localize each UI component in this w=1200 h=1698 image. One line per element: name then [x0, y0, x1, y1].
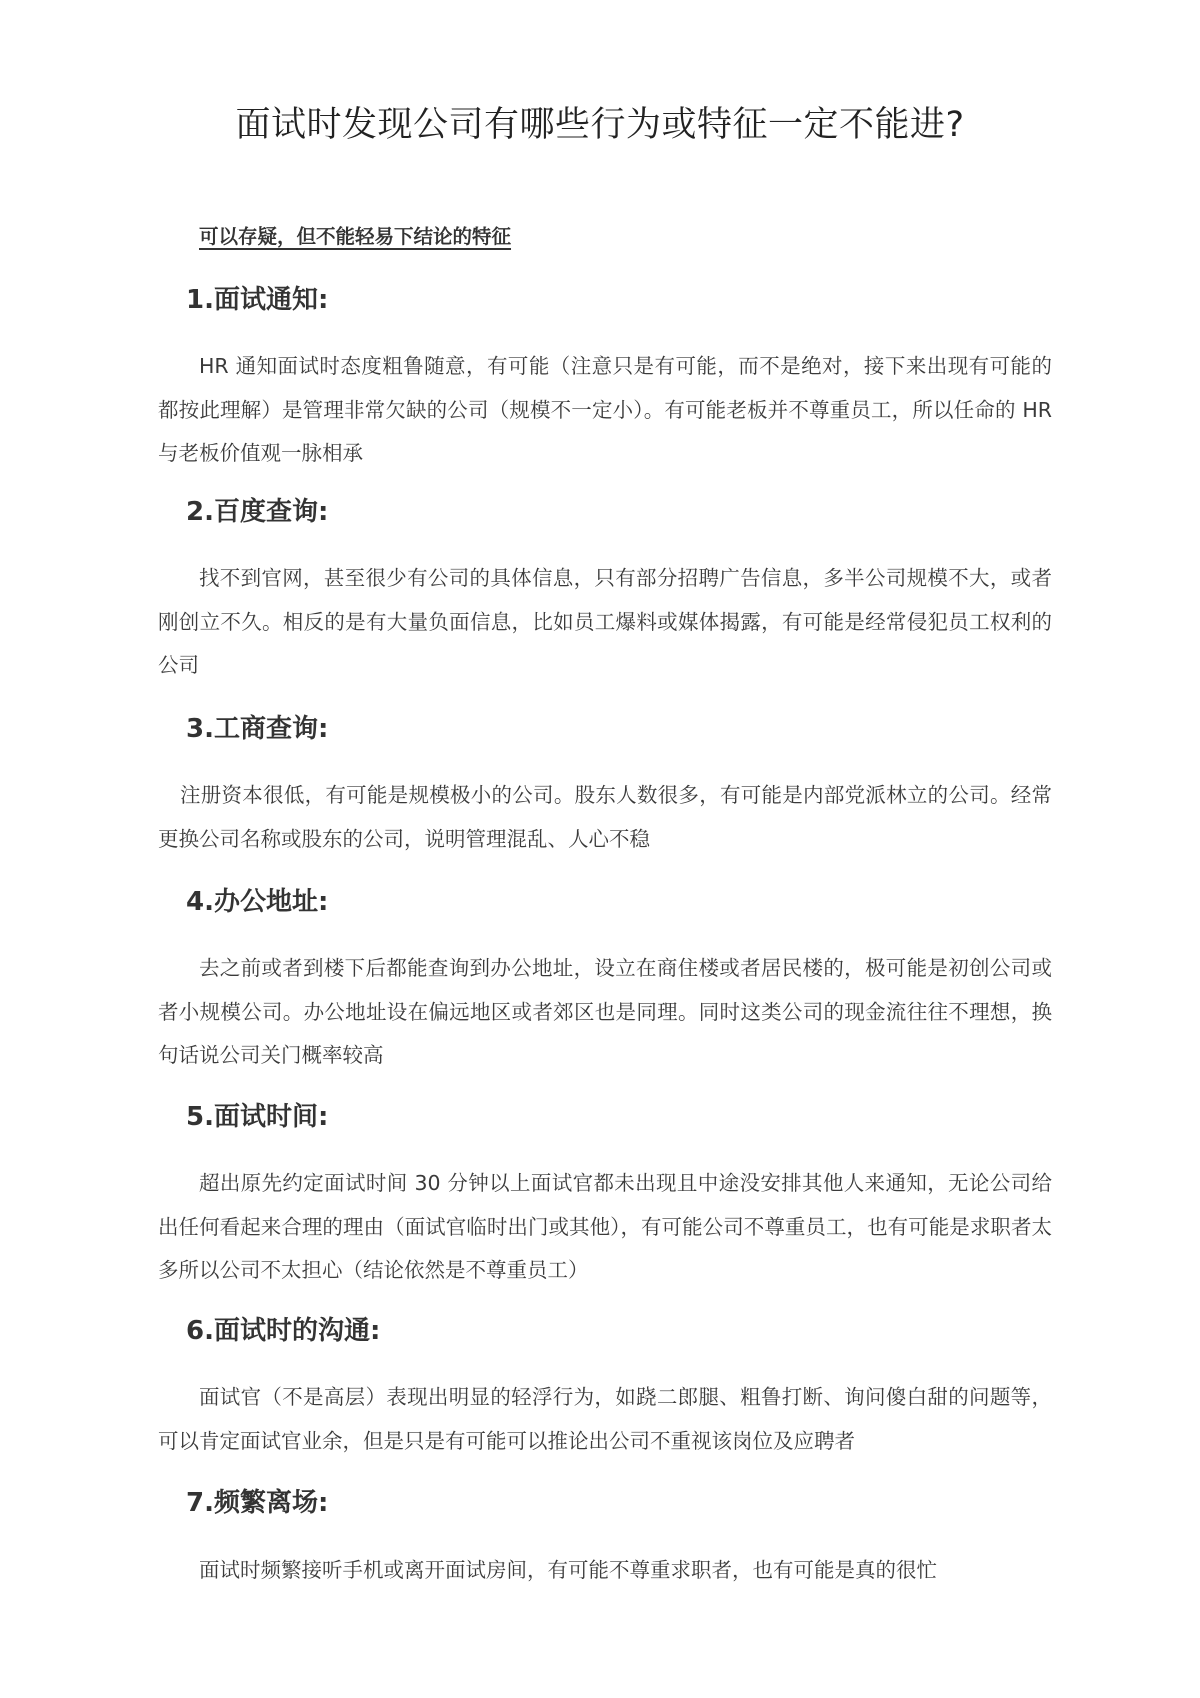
section-body-4: 去之前或者到楼下后都能查询到办公地址，设立在商住楼或者居民楼的，极可能是初创公司或者小规模公司。办公地址设在偏远地区或者郊区也是同理。同时这类公司的现金流往往不理想，换句话说公司关门概率较高	[158, 956, 1052, 1067]
document-title: 面试时发现公司有哪些行为或特征一定不能进?	[235, 105, 965, 145]
section-heading-7: 7.频繁离场:	[186, 1488, 329, 1518]
section-body-2: 找不到官网，甚至很少有公司的具体信息，只有部分招聘广告信息，多半公司规模不大，或者刚创立不久。相反的是有大量负面信息，比如员工爆料或媒体揭露，有可能是经常侵犯员工权利的公司	[158, 566, 1052, 677]
section-heading-3: 3.工商查询:	[186, 714, 329, 744]
section-body-1: HR 通知面试时态度粗鲁随意，有可能（注意只是有可能，而不是绝对，接下来出现有可能的都按此理解）是管理非常欠缺的公司（规模不一定小）。有可能老板并不尊重员工，所以任命的 HR 与老板价值观一脉相承	[158, 354, 1052, 465]
document-subtitle: 可以存疑，但不能轻易下结论的特征	[199, 225, 512, 248]
section-body-5: 超出原先约定面试时间 30 分钟以上面试官都未出现且中途没安排其他人来通知，无论公司给出任何看起来合理的理由（面试官临时出门或其他），有可能公司不尊重员工，也有可能是求职者太多所以公司不太担心（结论依然是不尊重员工）	[158, 1171, 1052, 1282]
section-heading-2: 2.百度查询:	[186, 497, 329, 527]
section-heading-6: 6.面试时的沟通:	[186, 1316, 381, 1346]
section-heading-1: 1.面试通知:	[186, 285, 329, 315]
section-body-7: 面试时频繁接听手机或离开面试房间，有可能不尊重求职者，也有可能是真的很忙	[199, 1558, 937, 1582]
section-heading-4: 4.办公地址:	[186, 887, 329, 917]
section-heading-5: 5.面试时间:	[186, 1102, 329, 1132]
section-body-6: 面试官（不是高层）表现出明显的轻浮行为，如跷二郎腿、粗鲁打断、询问傻白甜的问题等，可以肯定面试官业余，但是只是有可能可以推论出公司不重视该岗位及应聘者	[158, 1385, 1052, 1453]
section-body-3: 注册资本很低，有可能是规模极小的公司。股东人数很多，有可能是内部党派林立的公司。经常更换公司名称或股东的公司，说明管理混乱、人心不稳	[158, 783, 1052, 851]
